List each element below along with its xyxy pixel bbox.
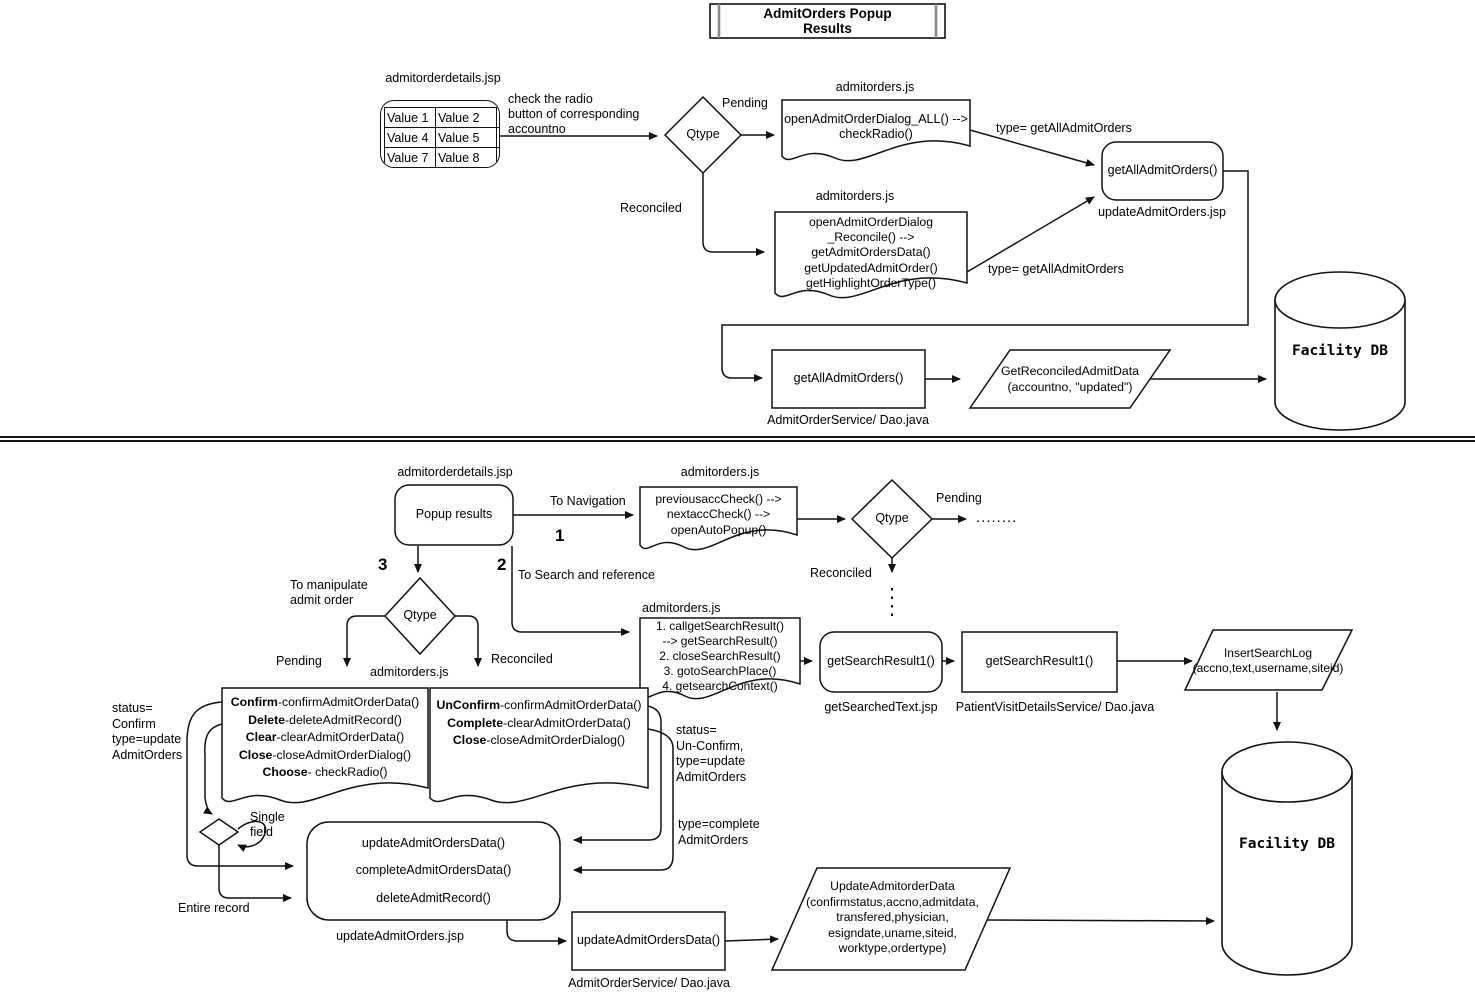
reconciled-label-nav: Reconciled bbox=[810, 566, 872, 580]
unconfirm-line-key: Close bbox=[452, 733, 487, 748]
facility-db-label-2: Facility DB bbox=[1238, 836, 1336, 853]
entire-record-label: Entire record bbox=[178, 901, 250, 915]
type-get-all-label-2: type= getAllAdmitOrders bbox=[988, 262, 1124, 276]
arrow-entire-record-to-update-box bbox=[219, 845, 291, 898]
update-admitorder-text: UpdateAdmitorderData (confirmstatus,accno,admitdata, transfered,physician, esigndate,uname,siteid, worktype,ordertype) bbox=[806, 879, 979, 956]
unconfirm-line-fn: -clearAdmitOrderData() bbox=[503, 715, 631, 730]
facility-db-cylinder-1-top bbox=[1275, 272, 1405, 328]
admit-service-label-top: AdmitOrderService/ Dao.java bbox=[767, 413, 929, 427]
get-all-rect-text: getAllAdmitOrders() bbox=[793, 371, 904, 386]
admitorders-js-label-3: admitorders.js bbox=[680, 465, 760, 479]
single-field-label: Single field bbox=[250, 810, 285, 839]
arrow-qtype-reconciled-to-dialog-reconcile bbox=[703, 173, 764, 252]
update-actions-text: updateAdmitOrdersData() completeAdmitOrdersData() deleteAdmitRecord() bbox=[355, 836, 512, 905]
type-get-all-label-1: type= getAllAdmitOrders bbox=[996, 121, 1132, 135]
arrow-update-rect-to-parallelogram bbox=[725, 939, 778, 941]
type-complete-label: type=complete AdmitOrders bbox=[678, 817, 760, 847]
to-manipulate-label: To manipulate admit order bbox=[290, 578, 368, 607]
admitorders-js-label-4: admitorders.js bbox=[370, 665, 449, 679]
confirm-line bbox=[222, 747, 428, 765]
table-cell bbox=[497, 108, 501, 128]
values-table-node bbox=[380, 100, 500, 168]
unconfirm-line-fn: -confirmAdmitOrderData() bbox=[500, 698, 642, 712]
table-cell: Value 1 bbox=[385, 108, 436, 128]
update-data-rect-text: updateAdmitOrdersData() bbox=[576, 933, 721, 948]
table-cell: Value 8 bbox=[436, 148, 497, 168]
confirm-line-key: Choose bbox=[262, 765, 308, 780]
check-radio-note: check the radio button of corresponding accountno bbox=[508, 92, 640, 136]
get-reconciled-text: GetReconciledAdmitData (accountno, "updated") bbox=[1000, 364, 1140, 394]
status-confirm-label: status= Confirm type=update AdmitOrders bbox=[112, 701, 183, 762]
table-cell: Value 5 bbox=[436, 128, 497, 148]
confirm-line-key: Delete bbox=[248, 712, 286, 727]
confirm-line-fn: -deleteAdmitRecord() bbox=[285, 712, 402, 727]
jsp-label-bottom: admitorderdetails.jsp bbox=[397, 465, 513, 479]
table-row bbox=[385, 128, 501, 148]
arrow-popup-to-search-box bbox=[512, 546, 629, 632]
update-jsp-label-top: updateAdmitOrders.jsp bbox=[1098, 205, 1226, 219]
unconfirm-line-key: UnConfirm bbox=[436, 698, 501, 712]
get-all-rounded-text: getAllAdmitOrders() bbox=[1107, 163, 1218, 178]
facility-db-label-1: Facility DB bbox=[1291, 343, 1389, 360]
table-cell: Value 7 bbox=[385, 148, 436, 168]
pending-label-nav: Pending bbox=[936, 491, 982, 505]
step-1-label: 1 bbox=[555, 526, 565, 545]
unconfirm-line bbox=[430, 715, 648, 733]
confirm-line bbox=[222, 694, 428, 712]
admitorders-js-label-1: admitorders.js bbox=[835, 80, 915, 94]
search-result-rounded-text: getSearchResult1() bbox=[827, 654, 935, 669]
to-search-label: To Search and reference bbox=[518, 568, 655, 582]
confirm-line bbox=[222, 712, 428, 730]
field-record-diamond bbox=[200, 819, 238, 845]
arrow-update-box-to-update-rect bbox=[507, 920, 566, 941]
page-title: AdmitOrders Popup Results bbox=[763, 6, 892, 36]
dialog-all-text: openAdmitOrderDialog_ALL() --> checkRadio() bbox=[784, 111, 968, 141]
arrow-parallelogram-to-facility-db-2 bbox=[987, 920, 1214, 921]
confirm-line-key: Clear bbox=[245, 730, 277, 745]
admit-service-label-bottom: AdmitOrderService/ Dao.java bbox=[568, 976, 730, 990]
pending-label-top: Pending bbox=[722, 96, 768, 110]
update-jsp-label-bottom: updateAdmitOrders.jsp bbox=[336, 929, 464, 943]
step-3-label: 3 bbox=[378, 555, 388, 574]
search-result-rect-text: getSearchResult1() bbox=[985, 654, 1094, 669]
admitorders-js-label-5: admitorders.js bbox=[642, 601, 721, 615]
admitorders-js-label-2: admitorders.js bbox=[815, 189, 895, 203]
status-unconfirm-label: status= Un-Confirm, type=update AdmitOrders bbox=[676, 723, 747, 784]
insert-search-log-text: InsertSearchLog (accno,text,username,siteid) bbox=[1192, 646, 1344, 675]
arrow-qtype-manipulate-reconciled bbox=[455, 616, 478, 666]
to-navigation-label: To Navigation bbox=[550, 494, 626, 508]
unconfirm-line-key: Complete bbox=[447, 715, 504, 730]
arrow-dialog-reconcile-to-get-all bbox=[967, 197, 1094, 272]
qtype-label-manipulate: Qtype bbox=[403, 608, 437, 623]
arrow-confirm-box-to-field-diamond bbox=[205, 724, 222, 814]
unconfirm-line bbox=[430, 697, 648, 715]
confirm-line bbox=[222, 729, 428, 747]
table-cell bbox=[497, 128, 501, 148]
reconciled-label-top: Reconciled bbox=[620, 201, 682, 215]
unconfirm-line-fn: -closeAdmitOrderDialog() bbox=[486, 733, 626, 748]
popup-results-text: Popup results bbox=[415, 507, 493, 522]
table-row bbox=[385, 108, 501, 128]
dialog-reconcile-text: openAdmitOrderDialog _Reconcile() --> getAdmitOrdersData() getUpdatedAdmitOrder() getHighlightOrderType() bbox=[804, 214, 938, 290]
table-cell: Value 2 bbox=[436, 108, 497, 128]
qtype-label-nav: Qtype bbox=[875, 511, 909, 526]
confirm-actions-text bbox=[222, 694, 428, 782]
patient-service-label: PatientVisitDetailsService/ Dao.java bbox=[955, 700, 1155, 714]
pending-dots: ........ bbox=[976, 509, 1018, 526]
step-2-label: 2 bbox=[497, 555, 507, 574]
confirm-line-fn: - checkRadio() bbox=[307, 765, 388, 780]
confirm-line-fn: -clearAdmitOrderData() bbox=[276, 730, 405, 745]
pending-label-manipulate: Pending bbox=[276, 654, 322, 668]
confirm-line-fn: -confirmAdmitOrderData() bbox=[277, 695, 420, 709]
jsp-label-top: admitorderdetails.jsp bbox=[385, 71, 501, 85]
facility-db-cylinder-2-top bbox=[1222, 742, 1352, 802]
table-row bbox=[385, 148, 501, 168]
values-table bbox=[384, 107, 500, 168]
confirm-line-key: Close bbox=[238, 747, 273, 762]
searched-text-jsp-label: getSearchedText.jsp bbox=[824, 700, 938, 714]
unconfirm-line bbox=[430, 732, 648, 750]
confirm-line-fn: -closeAdmitOrderDialog() bbox=[272, 747, 412, 762]
nav-check-text: previousaccCheck() --> nextaccCheck() --> openAutoPopup() bbox=[655, 492, 782, 537]
search-functions-text: 1. callgetSearchResult() --> getSearchResult() 2. closeSearchResult() 3. gotoSearchPlace() 4. getsearchContext() bbox=[655, 618, 785, 693]
reconciled-label-manipulate: Reconciled bbox=[491, 652, 553, 666]
confirm-line bbox=[222, 764, 428, 782]
unconfirm-actions-text bbox=[430, 697, 648, 750]
confirm-line-key: Confirm bbox=[230, 695, 278, 709]
arrow-qtype-manipulate-pending bbox=[347, 616, 385, 666]
qtype-label-top: Qtype bbox=[686, 127, 720, 142]
table-cell: Value 4 bbox=[385, 128, 436, 148]
